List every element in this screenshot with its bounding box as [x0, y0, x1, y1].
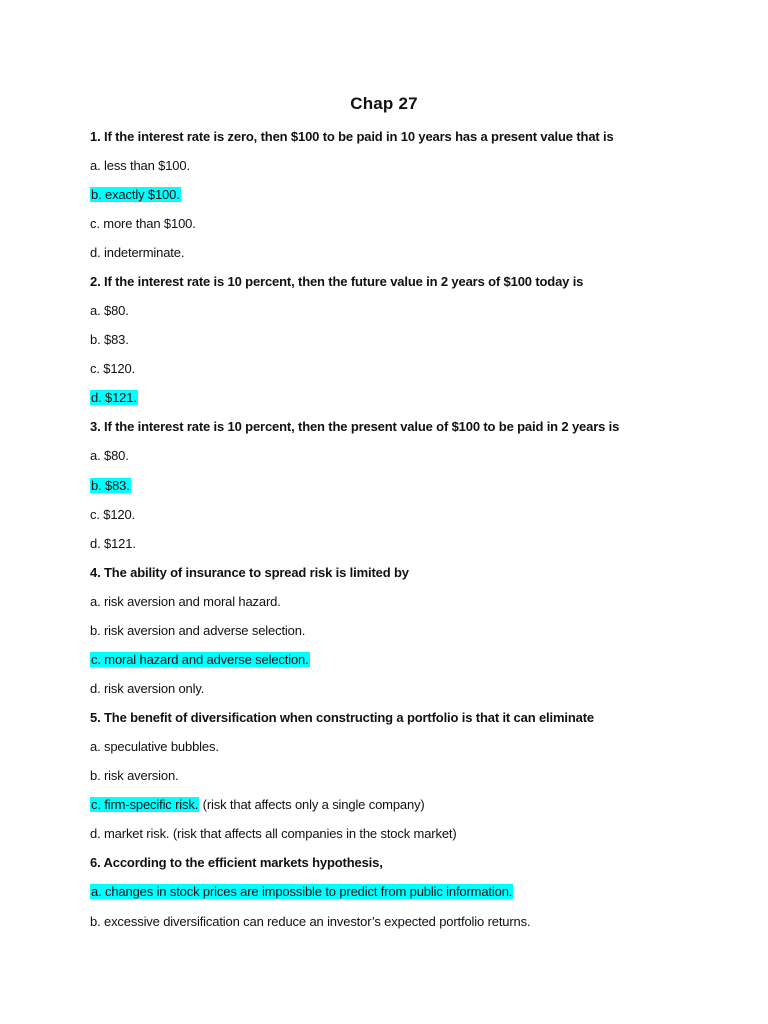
q1-option-c: c. more than $100.: [90, 216, 196, 231]
question-5: 5. The benefit of diversification when constructing a portfolio is that it can eliminate: [90, 710, 594, 725]
page-title: Chap 27: [350, 94, 418, 113]
q2-option-d-correct: d. $121.: [91, 390, 137, 405]
q6-option-b: b. excessive diversification can reduce an investor’s expected portfolio returns.: [90, 914, 531, 929]
q5-option-c-correct: c. firm-specific risk.: [91, 797, 199, 812]
q1-option-a: a. less than $100.: [90, 158, 190, 173]
q5-option-c-note: (risk that affects only a single company): [199, 797, 425, 812]
q1-option-b-correct: b. exactly $100.: [91, 187, 180, 202]
q5-option-d: d. market risk. (risk that affects all companies in the stock market): [90, 826, 457, 841]
q1-option-d: d. indeterminate.: [90, 245, 185, 260]
q3-option-a: a. $80.: [90, 448, 129, 463]
q5-option-c-line: [90, 796, 425, 813]
q4-option-b: b. risk aversion and adverse selection.: [90, 623, 306, 638]
question-1: 1. If the interest rate is zero, then $100 to be paid in 10 years has a present value that is: [90, 129, 614, 144]
q4-option-c-correct: c. moral hazard and adverse selection.: [91, 652, 309, 667]
q3-option-b-correct: b. $83.: [91, 478, 130, 493]
question-4: 4. The ability of insurance to spread risk is limited by: [90, 565, 409, 580]
question-6: 6. According to the efficient markets hypothesis,: [90, 855, 383, 870]
q6-option-a-correct: a. changes in stock prices are impossible to predict from public information.: [91, 884, 513, 899]
q2-option-b: b. $83.: [90, 332, 129, 347]
question-3: 3. If the interest rate is 10 percent, then the present value of $100 to be paid in 2 years is: [90, 419, 620, 434]
q2-option-c: c. $120.: [90, 361, 136, 376]
q4-option-a: a. risk aversion and moral hazard.: [90, 594, 281, 609]
q3-option-c: c. $120.: [90, 507, 136, 522]
question-2: 2. If the interest rate is 10 percent, then the future value in 2 years of $100 today is: [90, 274, 584, 289]
q4-option-d: d. risk aversion only.: [90, 681, 205, 696]
q3-option-d: d. $121.: [90, 536, 136, 551]
q2-option-a: a. $80.: [90, 303, 129, 318]
q5-option-a: a. speculative bubbles.: [90, 739, 219, 754]
q5-option-b: b. risk aversion.: [90, 768, 179, 783]
